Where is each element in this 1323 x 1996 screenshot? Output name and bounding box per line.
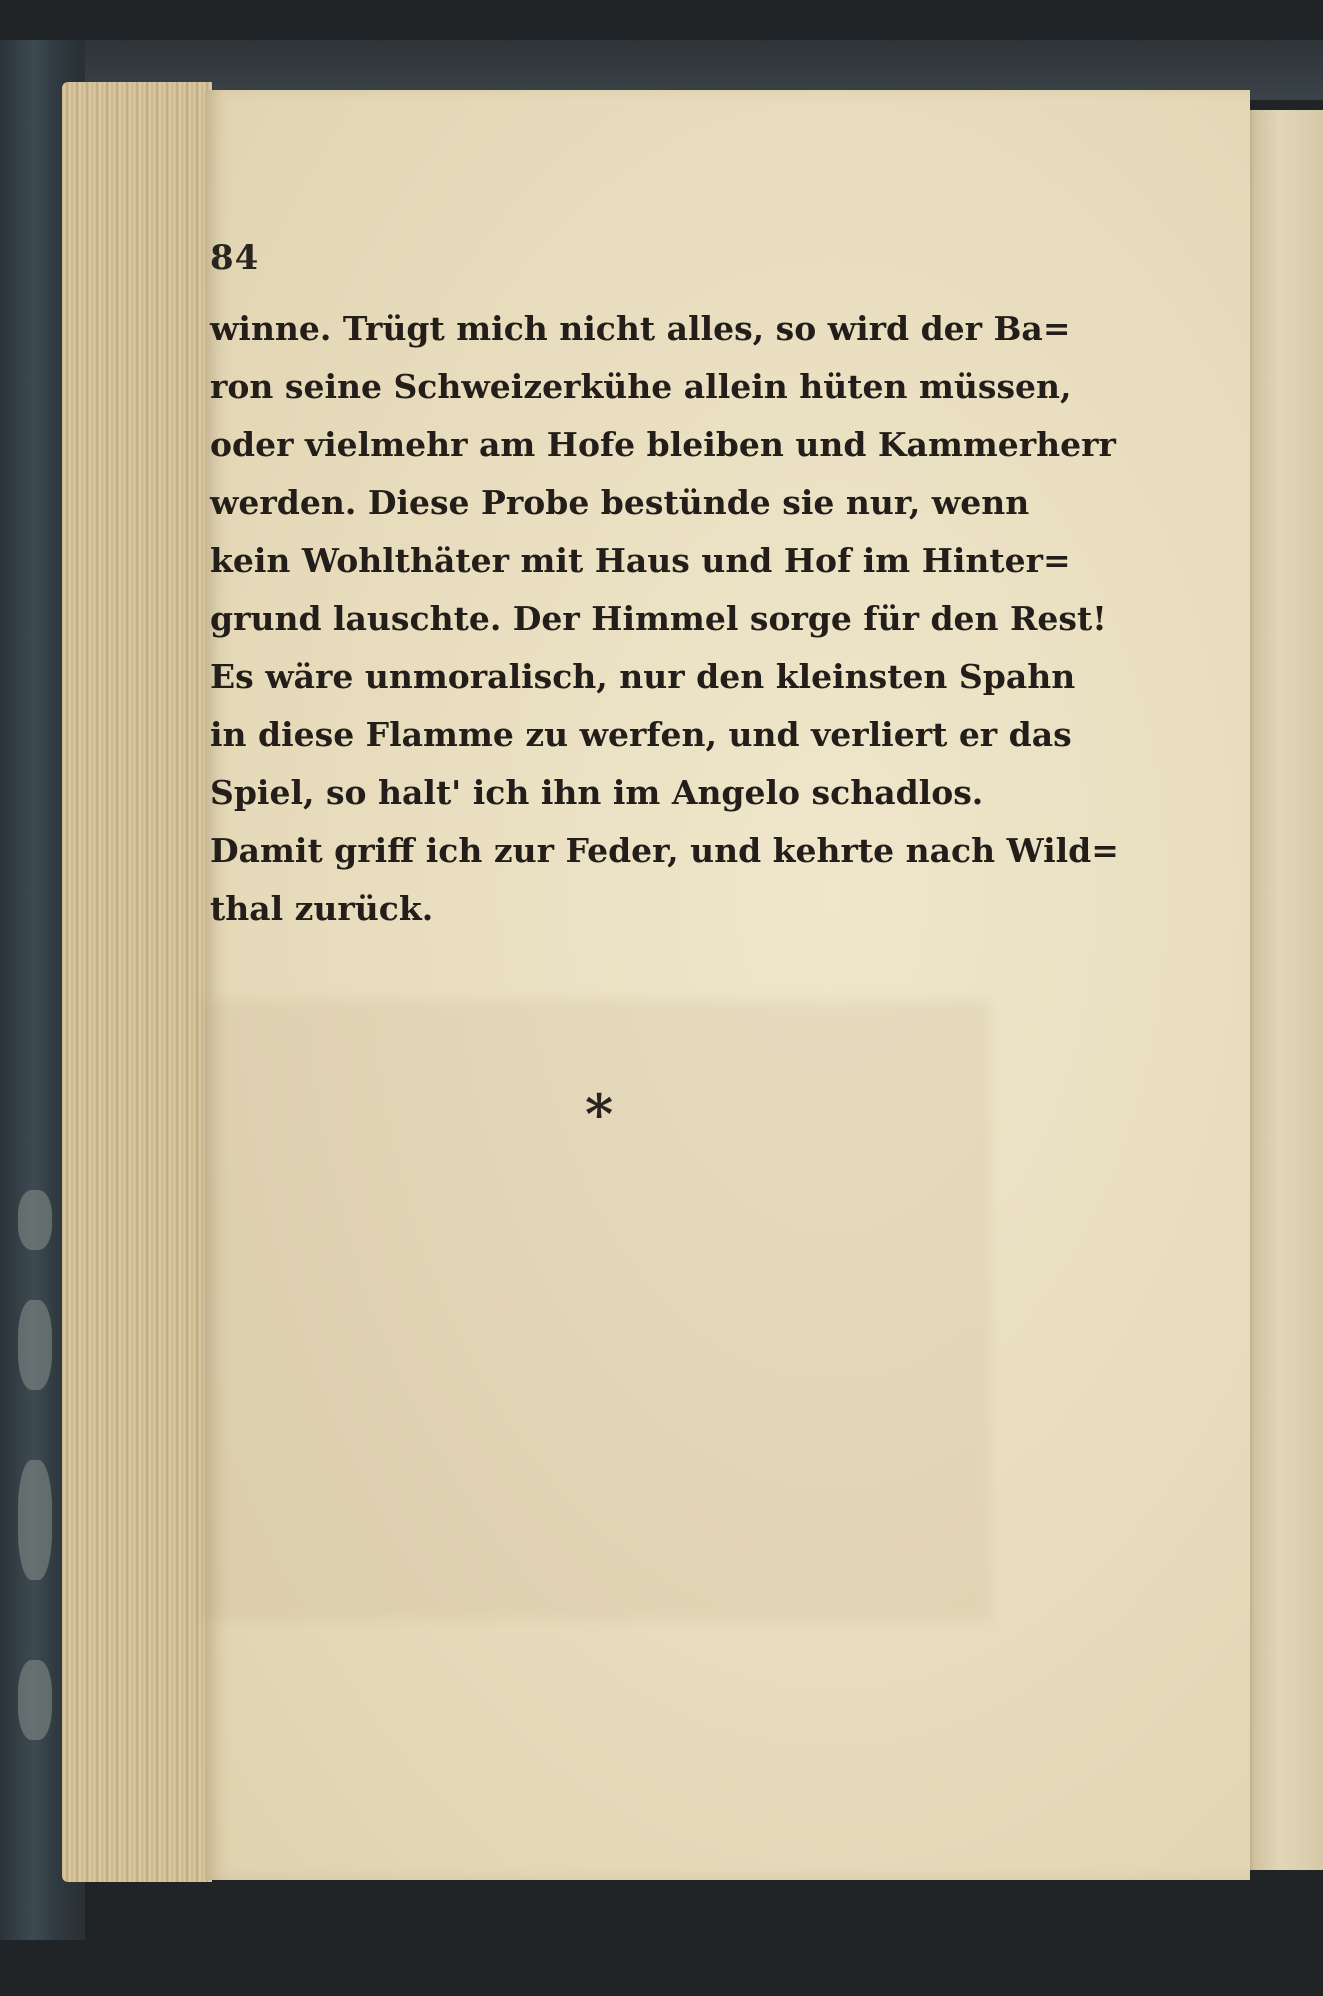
section-ornament-asterisk: * — [585, 1082, 614, 1146]
text-line: Spiel, so halt' ich ihn im Angelo schadlos. — [210, 773, 984, 812]
text-line: winne. Trügt mich nicht alles, so wird der Ba= — [210, 309, 1071, 348]
cover-wear-mark — [18, 1300, 52, 1390]
text-line: kein Wohlthäter mit Haus und Hof im Hinter= — [210, 541, 1071, 580]
text-line: Damit griff ich zur Feder, und kehrte nach Wild= — [210, 831, 1119, 870]
cover-wear-mark — [18, 1660, 52, 1740]
body-text — [210, 300, 1119, 938]
text-line: thal zurück. — [210, 889, 434, 928]
text-line: grund lauschte. Der Himmel sorge für den Rest! — [210, 599, 1107, 638]
text-line: in diese Flamme zu werfen, und verliert er das — [210, 715, 1072, 754]
cover-wear-mark — [18, 1460, 52, 1580]
page-number: 84 — [210, 238, 260, 278]
text-line: oder vielmehr am Hofe bleiben und Kammerherr — [210, 425, 1116, 464]
cover-wear-mark — [18, 1190, 52, 1250]
facing-page-edge — [1250, 110, 1323, 1870]
text-line: Es wäre unmoralisch, nur den kleinsten Spahn — [210, 657, 1076, 696]
text-line: ron seine Schweizerkühe allein hüten müssen, — [210, 367, 1072, 406]
page-edges — [62, 82, 212, 1882]
text-line: werden. Diese Probe bestünde sie nur, wenn — [210, 483, 1030, 522]
